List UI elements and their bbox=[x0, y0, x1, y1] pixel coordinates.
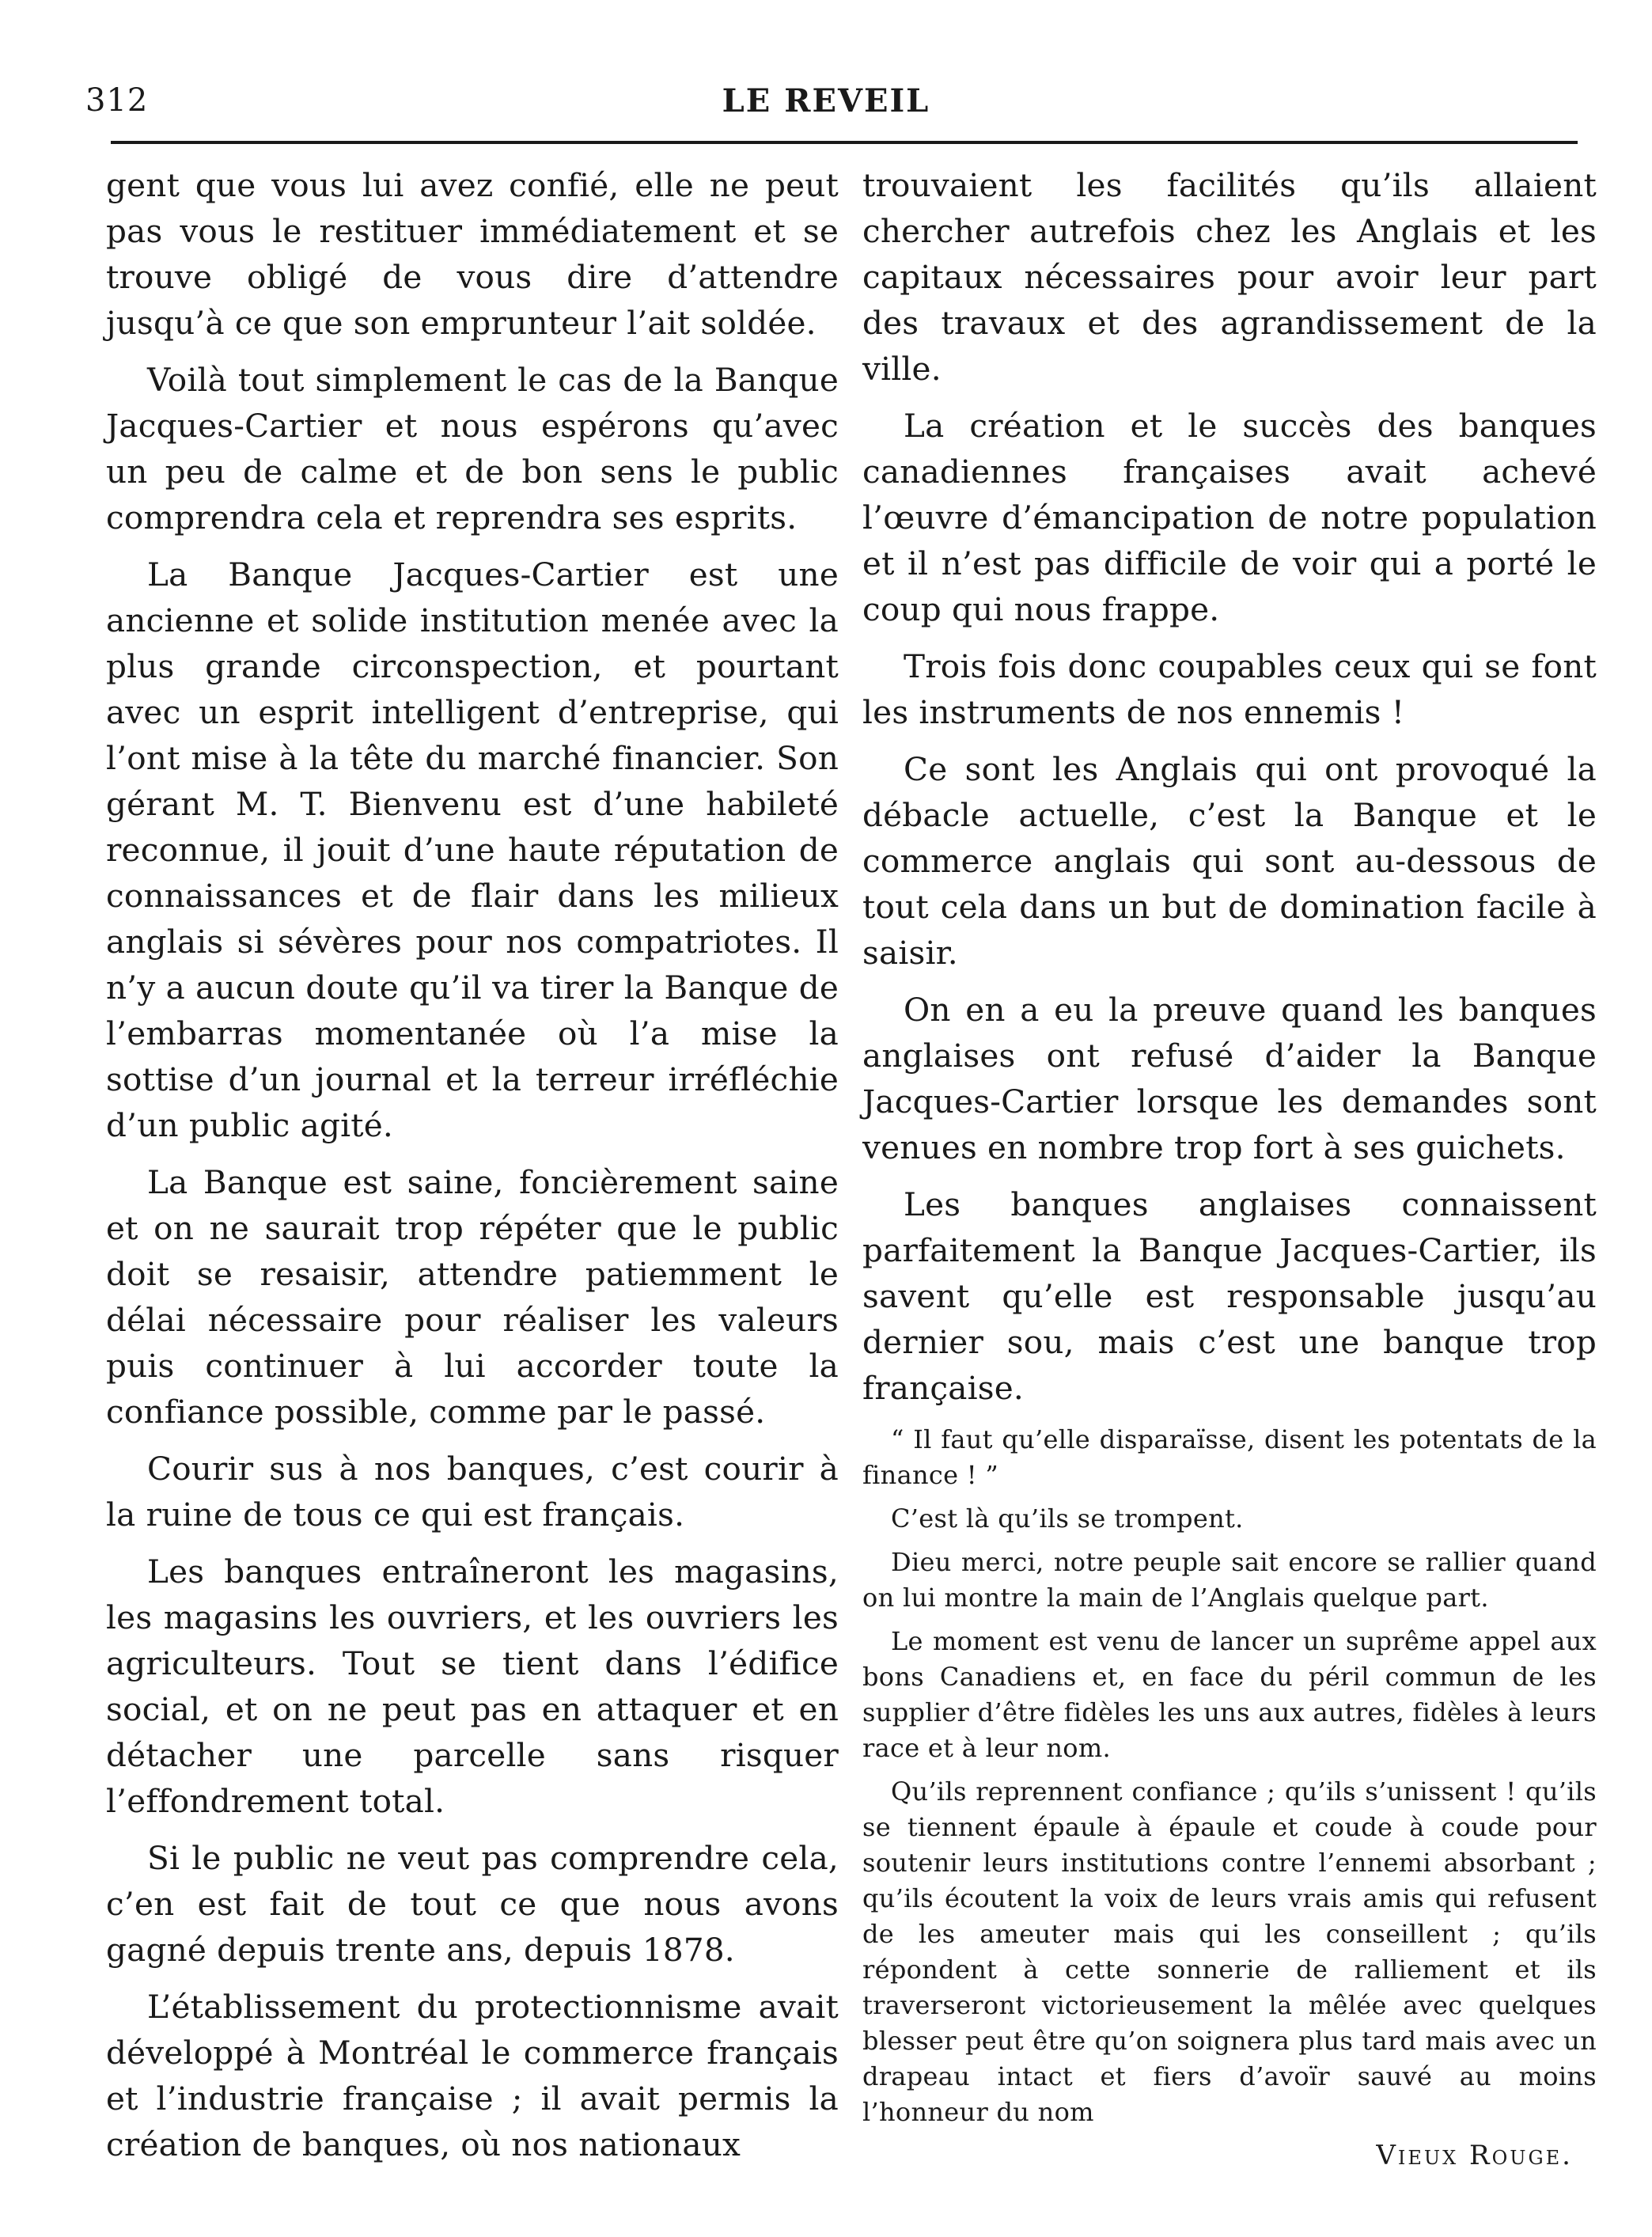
author-signature: Vieux Rouge. bbox=[1376, 2140, 1573, 2171]
small-paragraph: Qu’ils reprennent confiance ; qu’ils s’unissent ! qu’ils se tiennent épaule à épaule et coude à coude pour soutenir leurs institutions contre l’ennemi absorbant ; qu’ils écoutent la voix de leurs vrais amis qui refusent de les ameuter mais qui les conseillent ; qu’ils répondent à cette sonnerie de ralliement et ils traverseront victorieusement la mêlée avec quelques blesser peut être qu’on soignera plus tard mais avec un drapeau intact et fiers d’avoïr sauvé au moins l’honneur du nom bbox=[862, 1776, 1597, 2127]
small-paragraph: Dieu merci, notre peuple sait encore se rallier quand on lui montre la main de l’Anglais quelque part. bbox=[862, 1547, 1597, 1613]
paragraph: Les banques entraîneront les magasins, les magasins les ouvriers, et les ouvriers les agriculteurs. Tout se tient dans l’édifice social, et on ne peut pas en attaquer et en détacher une parcelle sans risquer l’effondrement total. bbox=[106, 1553, 839, 1820]
paragraph: Ce sont les Anglais qui ont provoqué la débacle actuelle, c’est la Banque et le commerce anglais qui sont au-dessous de tout cela dans un but de domination facile à saisir. bbox=[862, 750, 1597, 972]
right-column bbox=[862, 162, 1597, 2171]
paragraph: La création et le succès des banques canadiennes françaises avait achevé l’œuvre d’émancipation de notre population et il n’est pas difficile de voir qui a porté le coup qui nous frappe. bbox=[862, 407, 1597, 628]
paragraph: Les banques anglaises connaissent parfaitement la Banque Jacques-Cartier, ils savent qu’elle est responsable jusqu’au dernier sou, mais c’est une banque trop française. bbox=[862, 1185, 1597, 1407]
paragraph: La Banque est saine, foncièrement saine et on ne saurait trop répéter que le public doit se resaisir, attendre patiemment le délai nécessaire pour réaliser les valeurs puis continuer à lui accorder toute la confiance possible, comme par le passé. bbox=[106, 1163, 839, 1431]
paragraph: L’établissement du protectionnisme avait développé à Montréal le commerce français et l’industrie française ; il avait permis la création de banques, où nos nationaux bbox=[106, 1988, 839, 2163]
paragraph: Si le public ne veut pas comprendre cela, c’en est fait de tout ce que nous avons gagné depuis trente ans, depuis 1878. bbox=[106, 1839, 839, 1969]
paragraph: Courir sus à nos banques, c’est courir à la ruine de tous ce qui est français. bbox=[106, 1450, 839, 1534]
left-column bbox=[106, 162, 839, 2178]
paragraph-continued: gent que vous lui avez confié, elle ne peut pas vous le restituer immédiatement et se trouve obligé de vous dire d’attendre jusqu’à ce que son emprunteur l’ait soldée. bbox=[106, 166, 839, 342]
running-title: LE REVEIL bbox=[722, 82, 930, 119]
small-paragraph: “ Il faut qu’elle disparaïsse, disent les potentats de la finance ! ” bbox=[862, 1424, 1597, 1490]
small-paragraph: C’est là qu’ils se trompent. bbox=[891, 1503, 1244, 1534]
paragraph-continued: trouvaient les facilités qu’ils allaient chercher autrefois chez les Anglais et les capitaux nécessaires pour avoir leur part des travaux et des agrandissement de la ville. bbox=[862, 166, 1597, 388]
paragraph: Voilà tout simplement le cas de la Banque Jacques-Cartier et nous espérons qu’avec un peu de calme et de bon sens le public comprendra cela et reprendra ses esprits. bbox=[106, 361, 839, 537]
paragraph: Trois fois donc coupables ceux qui se font les instruments de nos ennemis ! bbox=[862, 647, 1597, 731]
page-number: 312 bbox=[85, 82, 149, 119]
header-rule bbox=[111, 141, 1578, 144]
paragraph: La Banque Jacques-Cartier est une ancienne et solide institution menée avec la plus grande circonspection, et pourtant avec un esprit intelligent d’entreprise, qui l’ont mise à la tête du marché financier. Son gérant M. T. Bienvenu est d’une habileté reconnue, il jouit d’une haute réputation de connaissances et de flair dans les milieux anglais si sévères pour nos compatriotes. Il n’y a aucun doute qu’il va tirer la Banque de l’embarras momentanée où l’a mise la sottise d’un journal et la terreur irréfléchie d’un public agité. bbox=[106, 555, 839, 1144]
small-paragraph: Le moment est venu de lancer un suprême appel aux bons Canadiens et, en face du péril commun de les supplier d’être fidèles les uns aux autres, fidèles à leurs race et à leur nom. bbox=[862, 1626, 1597, 1763]
paragraph: On en a eu la preuve quand les banques anglaises ont refusé d’aider la Banque Jacques-Cartier lorsque les demandes sont venues en nombre trop fort à ses guichets. bbox=[862, 991, 1597, 1166]
